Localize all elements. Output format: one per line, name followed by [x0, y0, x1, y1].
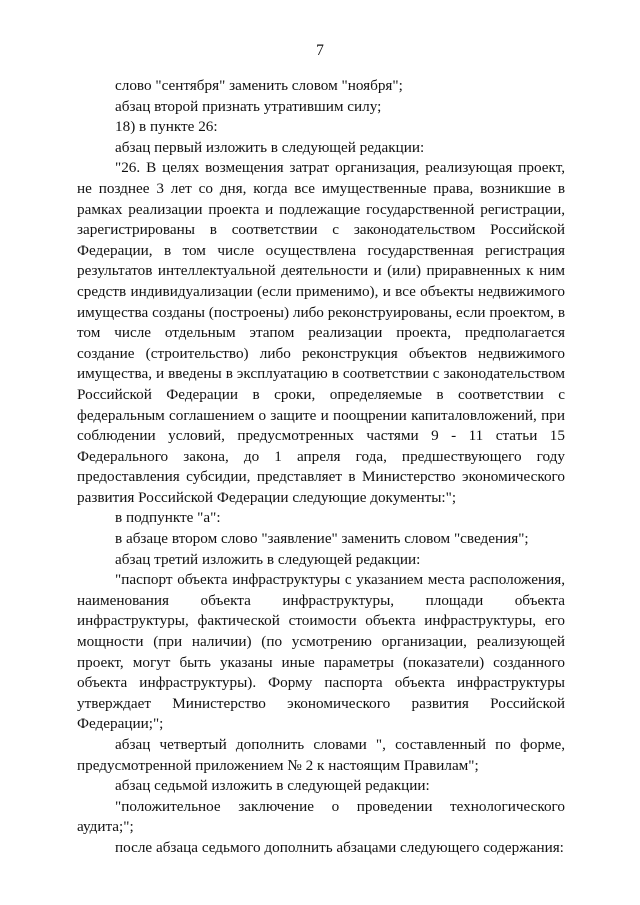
paragraph: абзац четвертый дополнить словами ", составленный по форме, предусмотренной приложением № 2 к настоящим Правилам"; — [77, 736, 565, 774]
paragraph: в абзаце втором слово "заявление" заменить словом "сведения"; — [115, 530, 529, 548]
paragraph: абзац второй признать утратившим силу; — [115, 97, 382, 115]
paragraph: "паспорт объекта инфраструктуры с указанием места расположения, наименования объекта инфраструктуры, площади объекта инфраструктуры, фактической стоимости объекта инфраструктуры, его мощности (при наличии) (по усмотрению организации, реализующей проект, могут быть указаны иные параметры (показатели) созданного объекта инфраструктуры). Форму паспорта объекта инфраструктуры утверждает Министерство экономического развития Российской Федерации;"; — [77, 571, 565, 733]
paragraph: в подпункте "а": — [115, 509, 221, 527]
paragraph: абзац первый изложить в следующей редакции: — [115, 138, 425, 156]
page-number: 7 — [316, 42, 324, 59]
paragraph: слово "сентября" заменить словом "ноября"; — [115, 77, 403, 94]
paragraph: абзац седьмой изложить в следующей редакции: — [115, 777, 430, 795]
paragraph: абзац третий изложить в следующей редакции: — [115, 550, 421, 568]
paragraph: 18) в пункте 26: — [115, 118, 218, 136]
paragraph: "26. В целях возмещения затрат организация, реализующая проект, не позднее 3 лет со дня, когда все имущественные права, возникшие в рамках реализации проекта и подлежащие государственной регистрации, зарегистрированы в соответствии с законодательством Российской Федерации, в том числе осуществлена государственная регистрация результатов интеллектуальной деятельности и (или) приравненных к ним средств индивидуализации (если применимо), и все объекты недвижимого имущества созданы (построены) либо реконструированы, если проектом, в том числе отдельным этапом реализации проекта, предполагается создание (строительство) либо реконструкция объектов недвижимого имущества, и введены в эксплуатацию в соответствии с законодательством Российской Федерации в сроки, определяемые в соответствии с федеральным соглашением о защите и поощрении капиталовложений, при соблюдении условий, предусмотренных частями 9 - 11 статьи 15 Федерального закона, до 1 апреля года, предшествующего году предоставления субсидии, представляет в Министерство экономического развития Российской Федерации следующие документы:"; — [77, 159, 565, 506]
paragraph: "положительное заключение о проведении технологического аудита;"; — [77, 797, 565, 836]
document-body — [77, 76, 565, 859]
paragraph: после абзаца седьмого дополнить абзацами следующего содержания: — [115, 838, 564, 856]
